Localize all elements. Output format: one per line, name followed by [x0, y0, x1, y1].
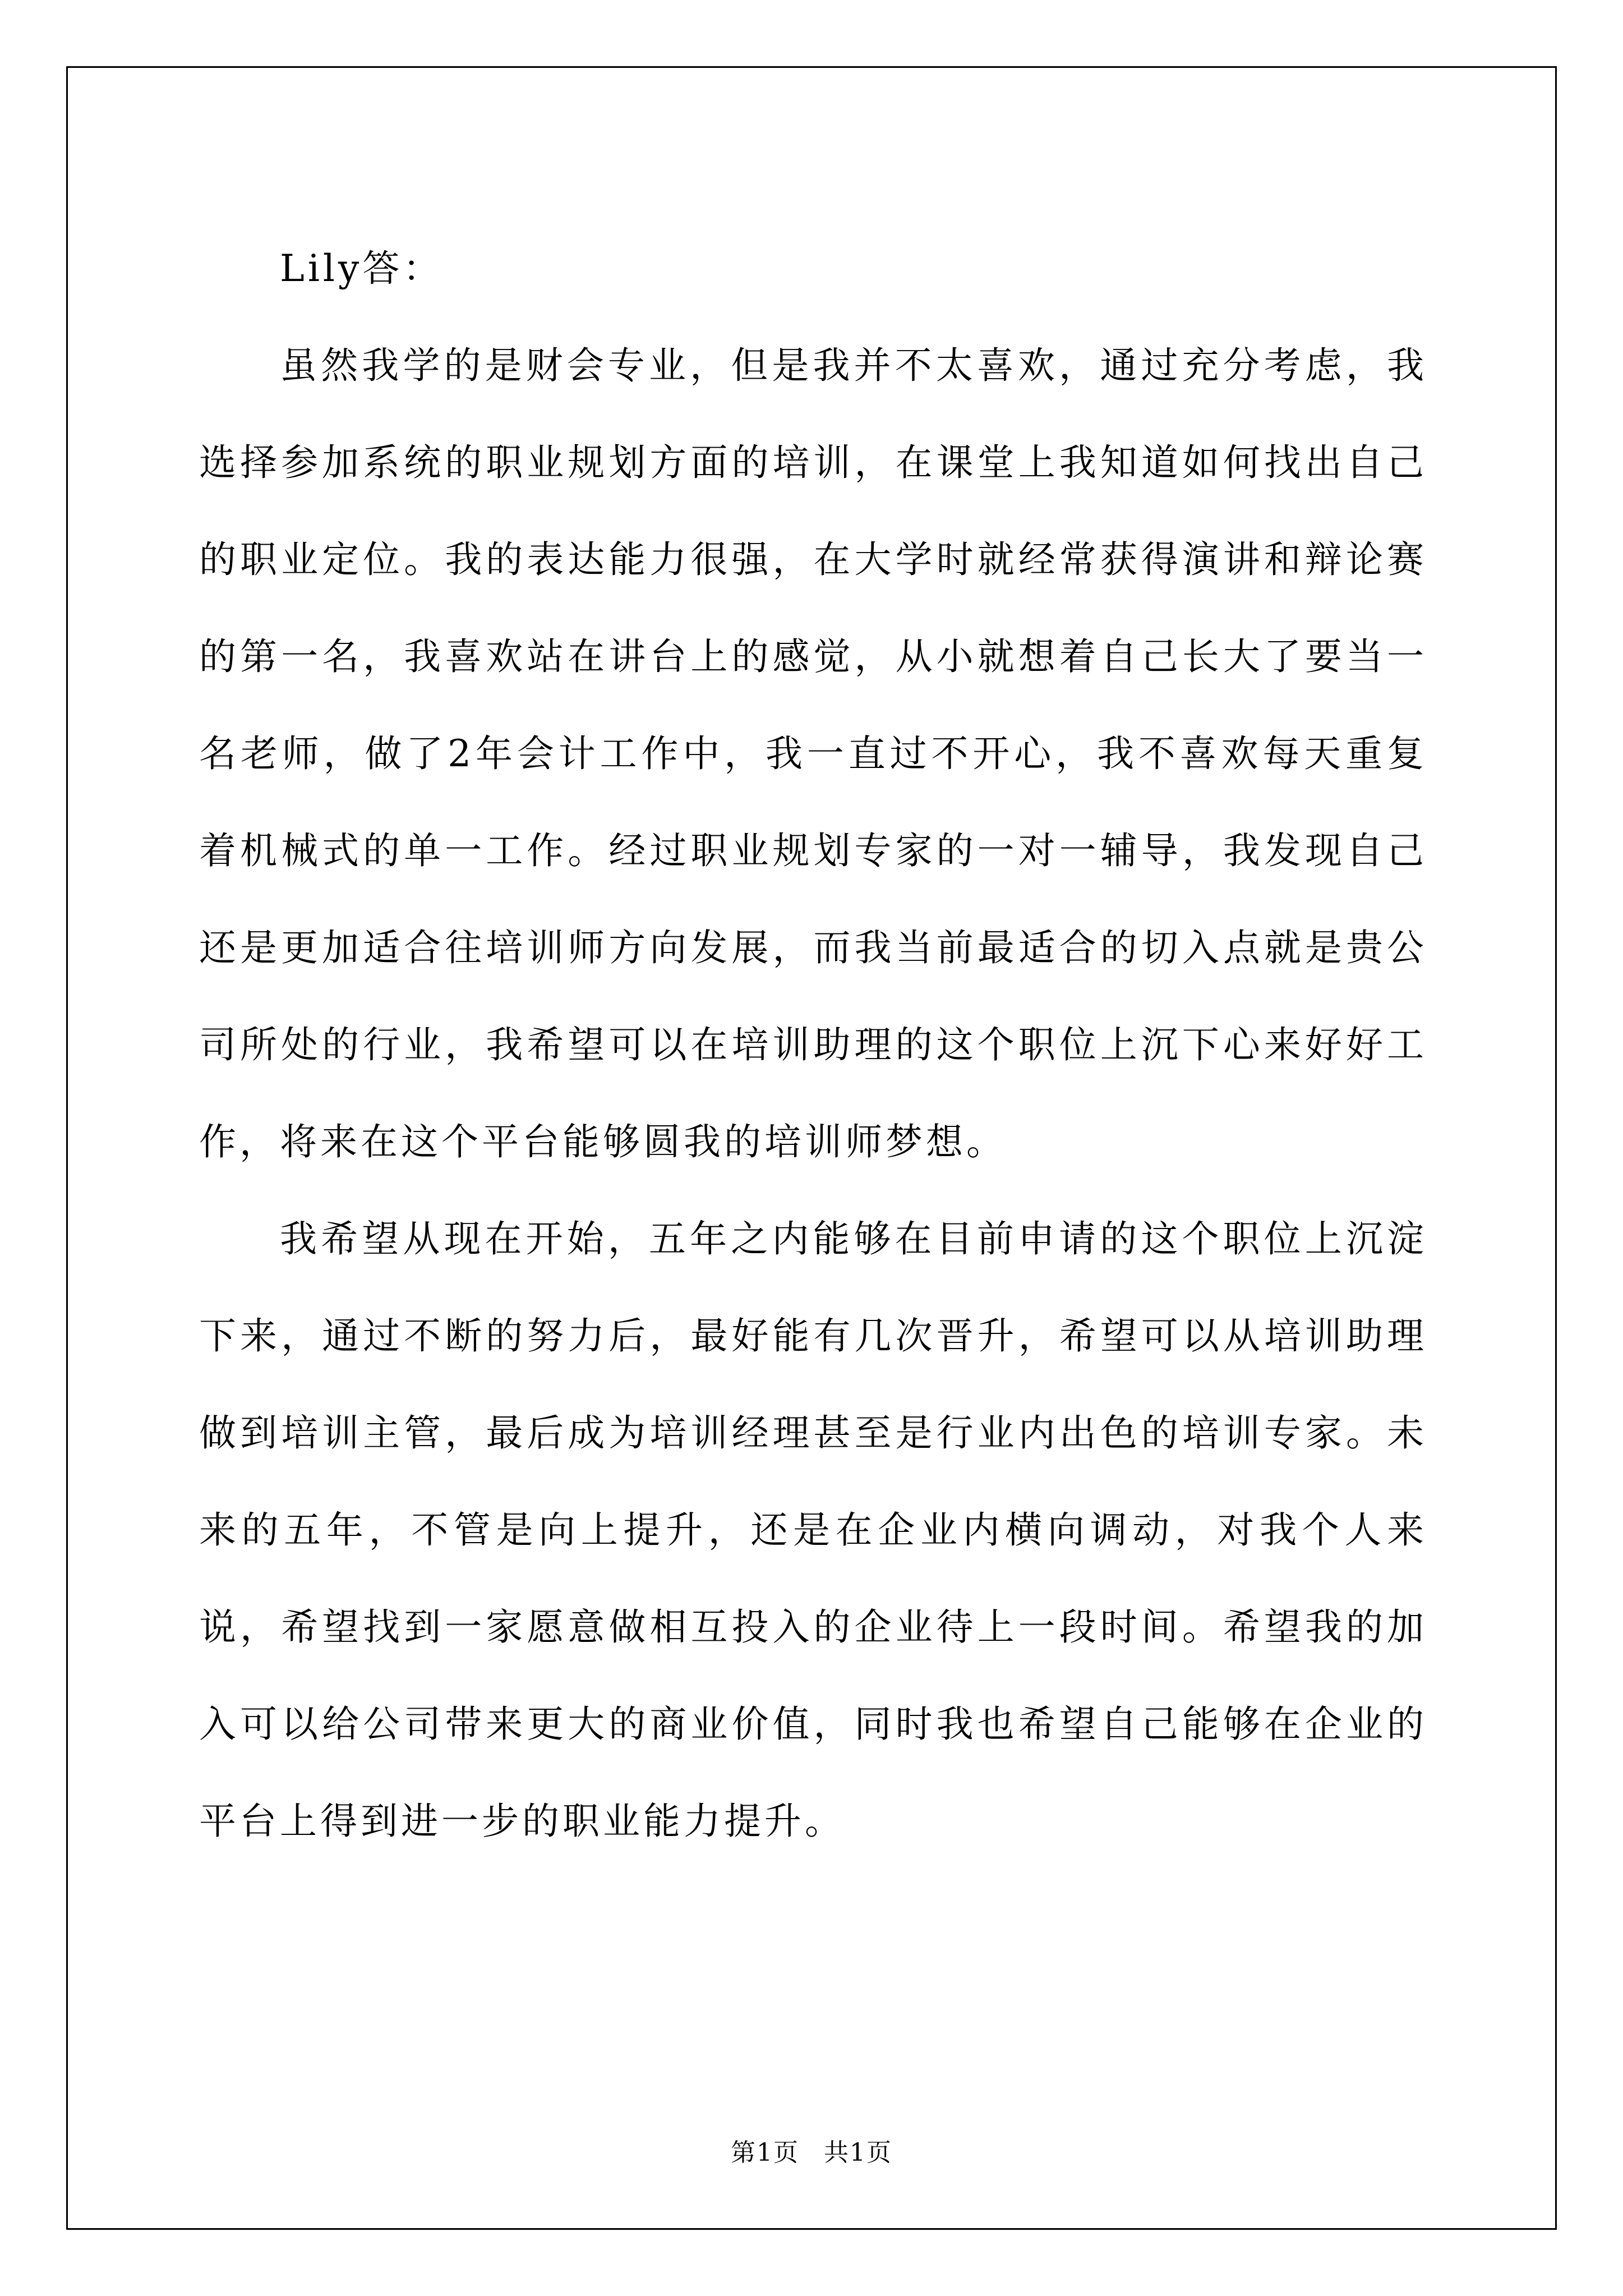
paragraph-career-plan: 我希望从现在开始，五年之内能够在目前申请的这个职位上沉淀下来，通过不断的努力后，最好能有几次晋升，希望可以从培训助理做到培训主管，最后成为培训经理甚至是行业内出色的培训专家。未来的五年，不管是向上提升，还是在企业内横向调动，对我个人来说，希望找到一家愿意做相互投入的企业待上一段时间。希望我的加入可以给公司带来更大的商业价值，同时我也希望自己能够在企业的平台上得到进一步的职业能力提升。: [199, 1217, 1427, 1843]
document-body: [199, 220, 1427, 1870]
paragraph-background: 虽然我学的是财会专业，但是我并不太喜欢，通过充分考虑，我选择参加系统的职业规划方面的培训，在课堂上我知道如何找出自己的职业定位。我的表达能力很强，在大学时就经常获得演讲和辩论赛的第一名，我喜欢站在讲台上的感觉，从小就想着自己长大了要当一名老师，做了2年会计工作中，我一直过不开心，我不喜欢每天重复着机械式的单一工作。经过职业规划专家的一对一辅导，我发现自己还是更加适合往培训师方向发展，而我当前最适合的切入点就是贵公司所处的行业，我希望可以在培训助理的这个职位上沉下心来好好工作，将来在这个平台能够圆我的培训师梦想。: [199, 344, 1427, 1163]
answer-heading: Lily答：: [280, 247, 444, 290]
page-footer: [0, 2136, 1623, 2170]
page-number-total: 共1页: [824, 2138, 892, 2167]
page-number-current: 第1页: [731, 2138, 799, 2167]
